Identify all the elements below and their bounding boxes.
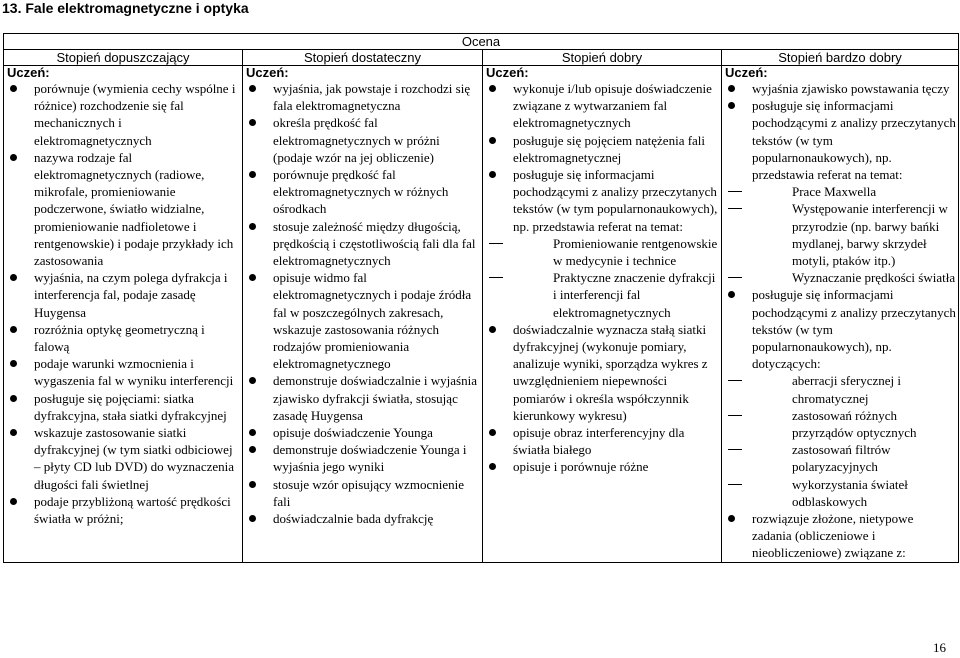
bullet-list-item: wykonuje i/lub opisuje doświadczenie związane z wytwarzaniem fal elektromagnetycznych [483,80,721,132]
bullet-list-item: rozwiązuje złożone, nietypowe zadania (obliczeniowe i nieobliczeniowe) związane z: [722,510,958,562]
bullet-list-item: wskazuje zastosowanie siatki dyfrakcyjnej (w tym siatki odbiciowej – płyty CD lub DVD) do wyznaczenia długości fali świetlnej [4,424,242,493]
bullet-list-item: wyjaśnia, na czym polega dyfrakcja i interferencja fal, podaje zasadę Huygensa [4,269,242,321]
bullet-list-item: posługuje się pojęciami: siatka dyfrakcyjna, stała siatki dyfrakcyjnej [4,390,242,424]
grade-header-row [4,34,959,50]
bullet-list-item: rozróżnia optykę geometryczną i falową [4,321,242,355]
column-dostateczny [243,80,483,562]
grade-title-1: Stopień dopuszczający [4,50,243,66]
bullet-list-item: doświadczalnie wyznacza stałą siatki dyfrakcyjnej (wykonuje pomiary, analizuje wyniki, sporządza wykres z uwzględnieniem niepewności pomiarów i określa współczynnik kierunkowy wykresu) [483,321,721,424]
bullet-list-item: posługuje się informacjami pochodzącymi z analizy przeczytanych tekstów (w tym popularnonaukowych), np. przedstawia referat na temat: [483,166,721,235]
bullet-list-item: podaje przybliżoną wartość prędkości światła w próżni; [4,493,242,527]
uczen-row [4,66,959,81]
grade-title-2: Stopień dostateczny [243,50,483,66]
requirements-list [243,80,482,527]
bullet-list-item: wyjaśnia, jak powstaje i rozchodzi się fala elektromagnetyczna [243,80,482,114]
requirements-row [4,80,959,562]
bullet-list-item: opisuje obraz interferencyjny dla światła białego [483,424,721,458]
bullet-list-item: stosuje wzór opisujący wzmocnienie fali [243,476,482,510]
dash-list-item: Praktyczne znaczenie dyfrakcji i interferencji fal elektromagnetycznych [483,269,721,321]
dash-list-item: zastosowań różnych przyrządów optycznych [722,407,958,441]
bullet-list-item: posługuje się pojęciem natężenia fali elektromagnetycznej [483,132,721,166]
bullet-list-item: demonstruje doświadczenie Younga i wyjaśnia jego wyniki [243,441,482,475]
bullet-list-item: porównuje (wymienia cechy wspólne i różnice) rozchodzenie się fal mechanicznych i elektromagnetycznych [4,80,242,149]
page-number: 16 [933,640,946,655]
bullet-list-item: opisuje widmo fal elektromagnetycznych i podaje źródła fal w poszczególnych zakresach, wskazuje zastosowania różnych rodzajów promieniowania elektromagnetycznego [243,269,482,372]
bullet-list-item: posługuje się informacjami pochodzącymi z analizy przeczytanych tekstów (w tym popularnonaukowych), np. dotyczących: [722,286,958,372]
bullet-list-item: opisuje i porównuje różne [483,458,721,475]
bullet-list-item: doświadczalnie bada dyfrakcję [243,510,482,527]
grade-title-4: Stopień bardzo dobry [722,50,959,66]
dash-list-item: Wyznaczanie prędkości światła [722,269,958,286]
requirements-list [483,80,721,476]
bullet-list-item: wyjaśnia zjawisko powstawania tęczy [722,80,958,97]
dash-list-item: Prace Maxwella [722,183,958,200]
grading-table [3,33,959,563]
uczen-label-4: Uczeń: [722,66,959,81]
column-dobry [483,80,722,562]
bullet-list-item: demonstruje doświadczalnie i wyjaśnia zjawisko dyfrakcji światła, stosując zasadę Huygensa [243,372,482,424]
column-bardzo-dobry [722,80,959,562]
grade-title-3: Stopień dobry [483,50,722,66]
requirements-list [4,80,242,527]
bullet-list-item: opisuje doświadczenie Younga [243,424,482,441]
dash-list-item: Promieniowanie rentgenowskie w medycynie i technice [483,235,721,269]
dash-list-item: Występowanie interferencji w przyrodzie (np. barwy bańki mydlanej, barwy skrzydeł motyli, ptaków itp.) [722,200,958,269]
bullet-list-item: podaje warunki wzmocnienia i wygaszenia fal w wyniku interferencji [4,355,242,389]
column-dopuszczajacy [4,80,243,562]
bullet-list-item: posługuje się informacjami pochodzącymi z analizy przeczytanych tekstów (w tym popularnonaukowych), np. przedstawia referat na temat: [722,97,958,183]
section-title: 13. Fale elektromagnetyczne i optyka [2,0,249,16]
grade-level-row [4,50,959,66]
dash-list-item: aberracji sferycznej i chromatycznej [722,372,958,406]
dash-list-item: zastosowań filtrów polaryzacyjnych [722,441,958,475]
uczen-label-3: Uczeń: [483,66,722,81]
grade-header: Ocena [4,34,959,50]
bullet-list-item: nazywa rodzaje fal elektromagnetycznych (radiowe, mikrofale, promieniowanie podczerwone, światło widzialne, promieniowanie nadfioletowe i rentgenowskie) i podaje przykłady ich zastosowania [4,149,242,269]
bullet-list-item: porównuje prędkość fal elektromagnetycznych w różnych ośrodkach [243,166,482,218]
dash-list-item: wykorzystania świateł odblaskowych [722,476,958,510]
bullet-list-item: określa prędkość fal elektromagnetycznych w próżni (podaje wzór na jej obliczenie) [243,114,482,166]
uczen-label-2: Uczeń: [243,66,483,81]
bullet-list-item: stosuje zależność między długością, prędkością i częstotliwością fali dla fal elektromagnetycznych [243,218,482,270]
requirements-list [722,80,958,562]
uczen-label-1: Uczeń: [4,66,243,81]
